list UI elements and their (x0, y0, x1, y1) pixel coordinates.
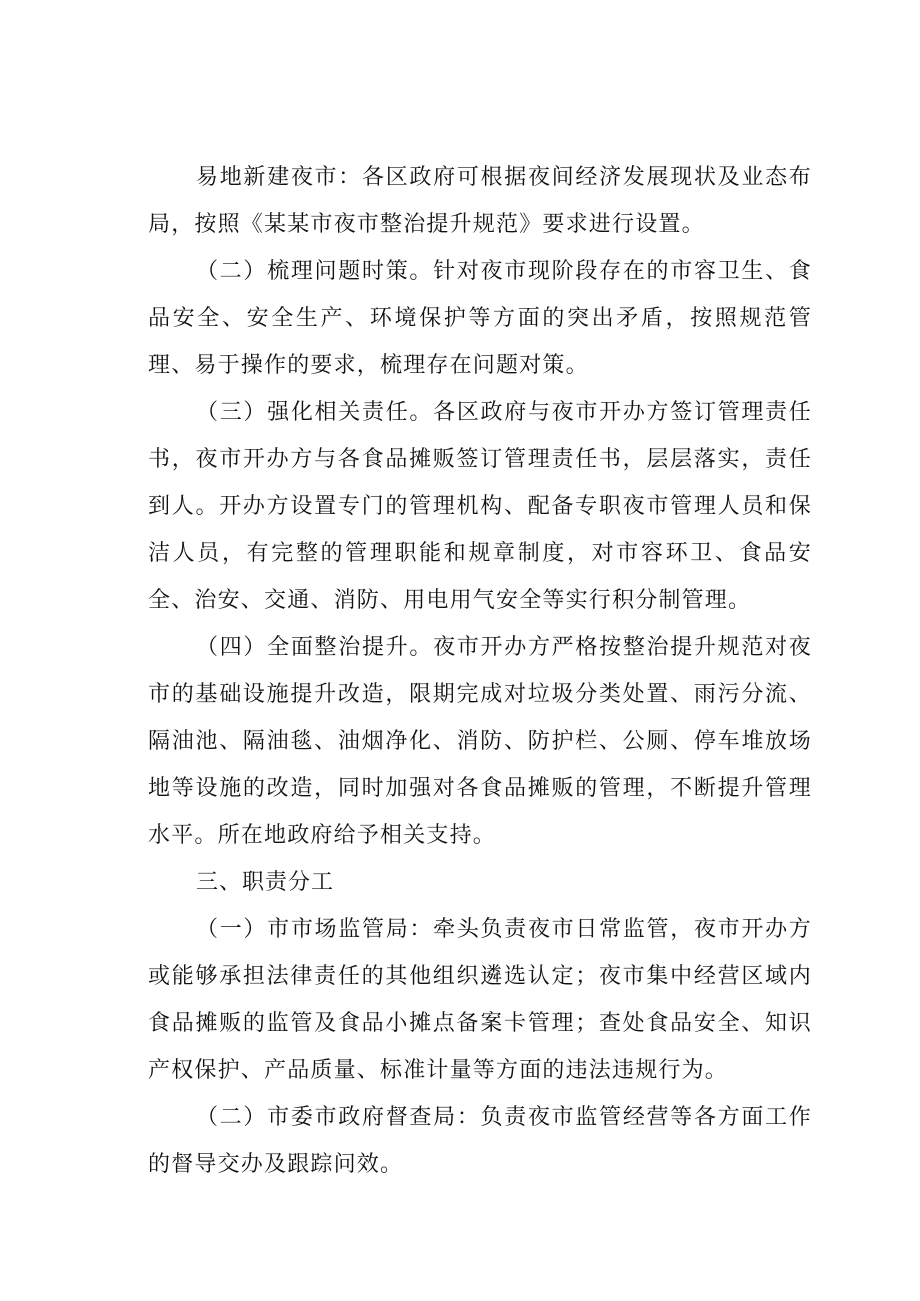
paragraph-market-supervision-bureau: （一）市市场监管局：牵头负责夜市日常监管，夜市开办方或能够承担法律责任的其他组织遴选认定；夜市集中经营区域内食品摊贩的监管及食品小摊点备案卡管理；查处食品安全、知识产权保护、产品质量、标准计量等方面的违法违规行为。 (148, 917, 812, 1083)
paragraph-inspection-bureau: （二）市委市政府督查局：负责夜市监管经营等各方面工作的督导交办及跟踪问效。 (148, 1105, 812, 1177)
paragraph-comprehensive-rectification: （四）全面整治提升。夜市开办方严格按整治提升规范对夜市的基础设施提升改造，限期完成对垃圾分类处置、雨污分流、隔油池、隔油毯、油烟净化、消防、防护栏、公厕、停车堆放场地等设施的改造，同时加强对各食品摊贩的管理，不断提升管理水平。所在地政府给予相关支持。 (148, 635, 812, 848)
paragraph-sort-problems: （二）梳理问题时策。针对夜市现阶段存在的市容卫生、食品安全、安全生产、环境保护等方面的突出矛盾，按照规范管理、易于操作的要求，梳理存在问题对策。 (148, 259, 812, 378)
paragraph-relocate-night-market: 易地新建夜市：各区政府可根据夜间经济发展现状及业态布局，按照《某某市夜市整治提升规范》要求进行设置。 (148, 165, 812, 237)
document-body (148, 154, 812, 1188)
section-heading-duties: 三、职责分工 (196, 870, 335, 895)
paragraph-strengthen-responsibility: （三）强化相关责任。各区政府与夜市开办方签订管理责任书，夜市开办方与各食品摊贩签订管理责任书，层层落实，责任到人。开办方设置专门的管理机构、配备专职夜市管理人员和保洁人员，有完整的管理职能和规章制度，对市容环卫、食品安全、治安、交通、消防、用电用气安全等实行积分制管理。 (148, 400, 812, 613)
